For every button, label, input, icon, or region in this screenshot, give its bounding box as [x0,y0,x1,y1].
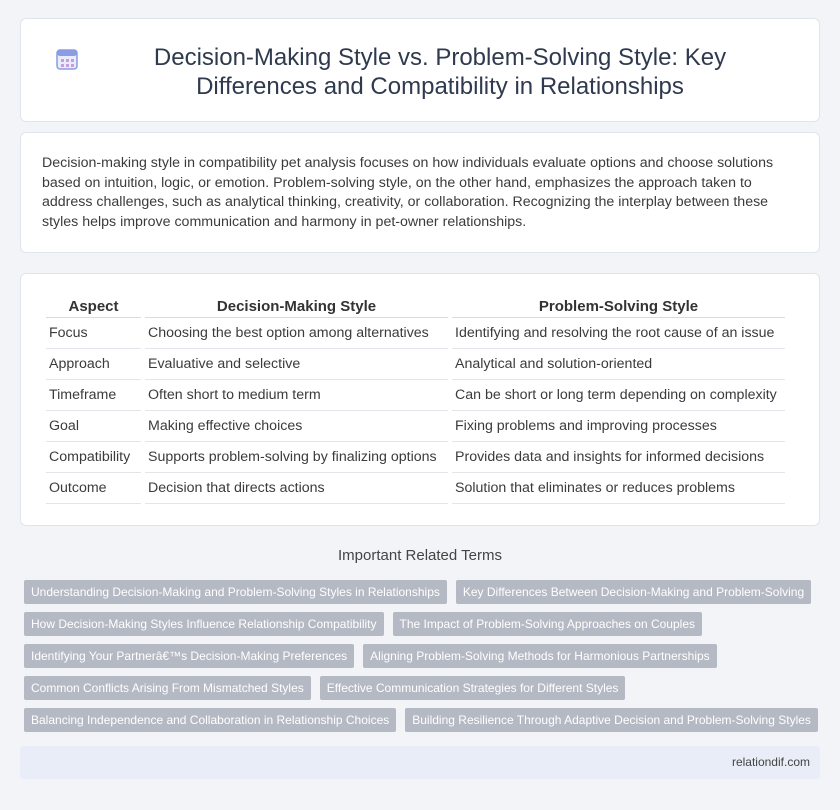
table-cell: Identifying and resolving the root cause of an issue [452,318,785,349]
table-row [46,473,785,504]
table-cell: Approach [46,349,141,380]
table-cell: Supports problem-solving by finalizing options [145,442,448,473]
table-cell: Decision that directs actions [145,473,448,504]
related-term-tag[interactable]: Balancing Independence and Collaboration in Relationship Choices [24,708,396,732]
related-term-tag[interactable]: Key Differences Between Decision-Making and Problem-Solving [456,580,811,604]
table-cell: Outcome [46,473,141,504]
page-title: Decision-Making Style vs. Problem-Solving Style: Key Differences and Compatibility in Relationships [153,44,727,100]
header-problem-solving: Problem-Solving Style [452,296,785,318]
table-row [46,411,785,442]
tag-row [24,676,625,700]
intro-card [20,132,820,253]
comparison-table [42,296,789,504]
comparison-table-card [20,273,820,526]
title-card [20,18,820,122]
table-header-row [46,296,785,318]
tag-row [24,580,811,604]
table-row [46,380,785,411]
table-cell: Provides data and insights for informed decisions [452,442,785,473]
related-term-tag[interactable]: The Impact of Problem-Solving Approaches on Couples [393,612,703,636]
table-cell: Analytical and solution-oriented [452,349,785,380]
footer [20,746,820,779]
header-aspect: Aspect [46,296,141,318]
related-term-tag[interactable]: Effective Communication Strategies for Different Styles [320,676,626,700]
related-term-tag[interactable]: Identifying Your Partnerâ€™s Decision-Making Preferences [24,644,354,668]
tag-row [24,612,702,636]
table-cell: Compatibility [46,442,141,473]
table-cell: Focus [46,318,141,349]
table-row [46,349,785,380]
table-cell: Fixing problems and improving processes [452,411,785,442]
related-terms-heading: Important Related Terms [338,547,502,564]
tag-row [24,644,717,668]
related-term-tag[interactable]: Common Conflicts Arising From Mismatched Styles [24,676,311,700]
table-cell: Evaluative and selective [145,349,448,380]
related-term-tag[interactable]: Aligning Problem-Solving Methods for Harmonious Partnerships [363,644,717,668]
site-link[interactable]: relationdif.com [731,755,810,769]
table-row [46,318,785,349]
intro-paragraph: Decision-making style in compatibility pet analysis focuses on how individuals evaluate options and choose solutions based on intuition, logic, or emotion. Problem-solving style, on the other hand, emphasizes the approach taken to address challenges, such as analytical thinking, creativity, or collaboration. Recognizing the interplay between these styles helps improve communication and harmony in pet-owner relationships. [42,155,774,230]
related-term-tag[interactable]: Understanding Decision-Making and Problem-Solving Styles in Relationships [24,580,447,604]
table-cell: Can be short or long term depending on complexity [452,380,785,411]
table-cell: Timeframe [46,380,141,411]
table-cell: Goal [46,411,141,442]
related-term-tag[interactable]: Building Resilience Through Adaptive Decision and Problem-Solving Styles [405,708,818,732]
table-cell: Choosing the best option among alternatives [145,318,448,349]
table-cell: Often short to medium term [145,380,448,411]
table-cell: Making effective choices [145,411,448,442]
related-term-tag[interactable]: How Decision-Making Styles Influence Relationship Compatibility [24,612,384,636]
header-decision-making: Decision-Making Style [145,296,448,318]
table-row [46,442,785,473]
table-cell: Solution that eliminates or reduces problems [452,473,785,504]
tag-row [24,708,818,732]
